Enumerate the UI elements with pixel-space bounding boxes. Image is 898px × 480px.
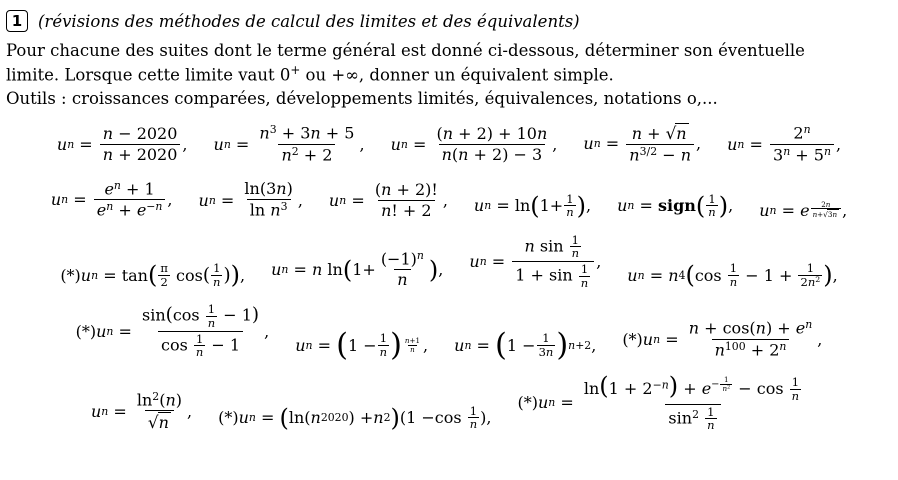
statement-line-2b: ou +∞, donner un équivalent simple.: [300, 65, 614, 85]
formula-4-2: u n = ( 1 − $\frac{1}{n}$ ) $\frac{n+1}{n}$ ,: [295, 327, 429, 363]
formula-5-2: (*) u n = ( ln ( n 2020 ) + n 2 ) (1 − cos $\frac{1}{n}$ ) ,: [218, 403, 492, 432]
formula-3-1: (*) u n = tan ( $\frac{\pi}{2}$ cos ( $\frac{1}{n}$ ) ) ,: [60, 261, 246, 290]
formula-row-5: [0, 373, 898, 432]
statement-line-3: Outils : croissances comparées, développements limités, équivalences, notations o,...: [6, 89, 718, 109]
formula-2-3: u n = $\frac{(n + 2)!}{n! + 2}$ ,: [328, 179, 448, 220]
formula-5-1: u n = $\ln^2(n)$ √ n ,: [90, 389, 193, 433]
zero-plus-superscript: +: [290, 63, 301, 78]
exercise-header: [0, 0, 898, 34]
formula-1-5: u n = $\frac{2^n}{3^n + 5^n}$ ,: [727, 123, 842, 165]
formula-4-3: u n = ( 1 − $\frac{1}{3n}$ ) n+2 ,: [454, 327, 597, 363]
formula-row-2: [0, 180, 898, 220]
exercise-statement: [0, 34, 898, 111]
statement-line-2: [6, 62, 890, 87]
formula-1-1: u n = $\frac{n - 2020}{n + 2020}$ ,: [56, 124, 188, 165]
formula-1-4: u n = n + √ n $n^{3/2} - n$ ,: [583, 122, 702, 165]
formula-3-2: u n = n ln ( 1+ $\frac{(-1)^n}{n}$ ) ,: [271, 249, 444, 290]
formula-1-2: u n = $\frac{n^3 + 3n + 5}{n^2 + 2}$ ,: [213, 123, 365, 165]
formula-4-4: (*) u n = $\frac{n + \cos(n) + e^n}{n^{100} + 2^n}$ ,: [622, 318, 823, 360]
formula-2-5: u n = sign ( $\frac{1}{n}$ ) ,: [617, 191, 734, 220]
formula-4-1: (*) u n = sin(cos $\frac{1}{n}$ − 1) cos $\frac{1}{n}$ − 1 ,: [75, 302, 270, 360]
statement-line-1: Pour chacune des suites dont le terme général est donné ci-dessous, déterminer son éventuelle: [6, 41, 805, 60]
formula-2-2: u n = $\frac{\ln(3n)}{\ln n^3}$ ,: [198, 179, 303, 220]
formula-3-3: u n = n sin $\frac{1}{n}$ 1 + sin $\frac{1}{n}$ ,: [469, 232, 602, 290]
formula-1-3: u n = $\frac{(n + 2) + 10n}{n(n + 2) - 3}$ ,: [390, 124, 558, 165]
formula-3-4: u n = n 4 ( cos $\frac{1}{n}$ − 1 + $\frac{1}{2n^2}$ ) ,: [627, 261, 838, 290]
exercise-number-badge: 1: [6, 10, 28, 32]
formula-2-4: u n = ln ( 1+ $\frac{1}{n}$ ) ,: [473, 191, 592, 220]
formula-row-3: [0, 234, 898, 290]
formula-row-4: [0, 302, 898, 363]
formula-row-1: [0, 123, 898, 164]
exercise-title: (révisions des méthodes de calcul des limites et des équivalents): [38, 11, 580, 31]
formula-2-1: u n = $\frac{e^n + 1}{e^n + e^{-n}}$ ,: [50, 179, 173, 220]
formula-2-6: u n = e 2n n+ √ 3n ,: [759, 199, 848, 220]
formula-rows: [0, 111, 898, 432]
statement-line-2a: limite. Lorsque cette limite vaut 0: [6, 65, 291, 85]
formula-5-3: (*) u n = $\ln(1 + 2^{-n}) + e^{- \frac{1}{n^2}}$ − cos $\frac{1}{n}$ $\sin^2$ $\frac{1}{n}$: [517, 371, 800, 433]
